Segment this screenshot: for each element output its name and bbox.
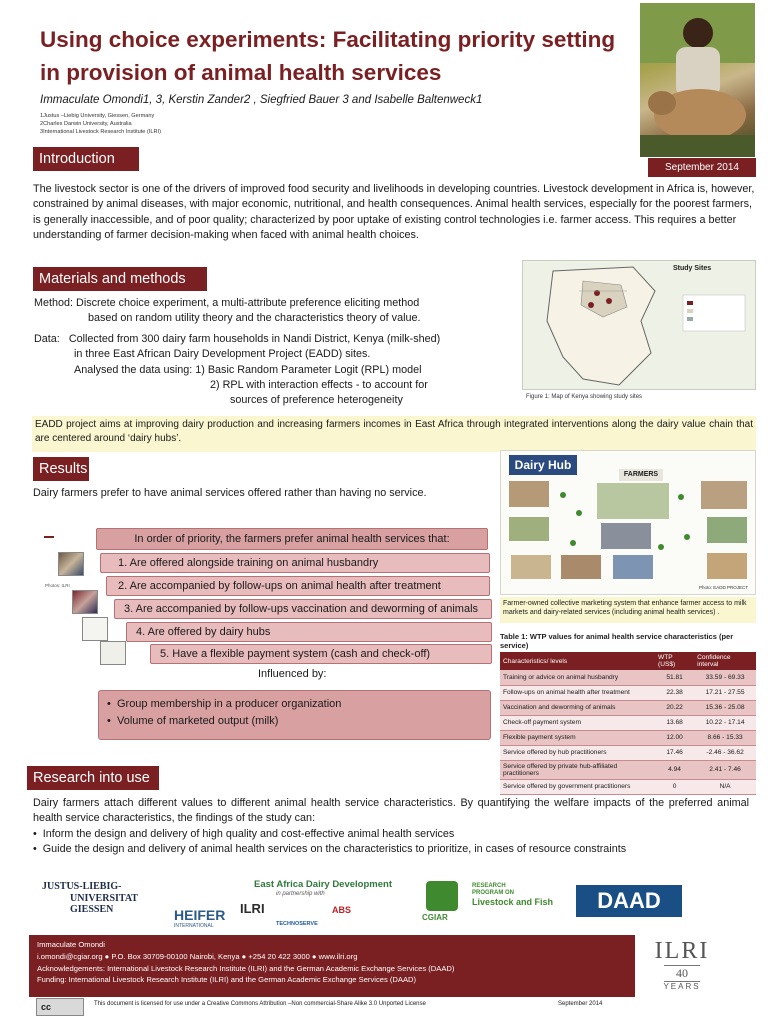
research-bullet-1: • Inform the design and delivery of high quality and cost-effective animal health services bbox=[33, 828, 455, 840]
hub-illustration bbox=[501, 451, 756, 595]
method-label: Method: bbox=[34, 297, 74, 309]
table-row: Follow-ups on animal health after treatment 22.38 17.21 - 27.55 bbox=[500, 685, 756, 700]
license-bar bbox=[36, 998, 656, 1018]
cgiar-leaf-icon bbox=[426, 881, 458, 911]
hub-title: Dairy Hub bbox=[509, 455, 577, 475]
dairy-hub-diagram bbox=[500, 450, 756, 595]
method-line2: based on random utility theory and the characteristics theory of value. bbox=[88, 312, 421, 325]
affiliation-2: 2Charles Darwin University, Australia bbox=[40, 121, 132, 128]
influence-1: • Group membership in a producer organization bbox=[107, 698, 342, 710]
table-row: Service offered by private hub-affiliated practitioners 4.94 2.41 - 7.46 bbox=[500, 760, 756, 779]
cgiar-logo: CGIAR bbox=[422, 913, 448, 922]
wtp-header-row bbox=[500, 652, 756, 670]
method-line1: Discrete choice experiment, a multi-attribute preference eliciting method bbox=[76, 297, 420, 309]
table-row: Check-off payment system 13.68 10.22 - 17.14 bbox=[500, 715, 756, 730]
data-label: Data: bbox=[34, 333, 60, 345]
table-row: Flexible payment system 12.00 8.66 - 15.33 bbox=[500, 730, 756, 745]
jlu-logo: JUSTUS-LIEBIG- UNIVERSITAT GIESSEN bbox=[42, 881, 138, 915]
ilri-small-logo: ILRI bbox=[240, 901, 265, 916]
authors: Immaculate Omondi1, 3, Kerstin Zander2 , Siegfried Bauer 3 and Isabelle Baltenweck1 bbox=[40, 94, 483, 106]
table-row: Service offered by hub practitioners 17.46 -2.46 - 36.62 bbox=[500, 745, 756, 760]
partner-logos bbox=[38, 877, 756, 937]
results-intro: Dairy farmers prefer to have animal services offered rather than having no service. bbox=[33, 487, 427, 499]
footer-funding: Funding: International Livestock Research Institute (ILRI) and the German Academic Exchange Services (DAAD) bbox=[37, 975, 417, 985]
ilri-foot-forty: 40 bbox=[664, 965, 700, 982]
hero-photo-farmer-with-cow bbox=[640, 3, 755, 157]
method-block bbox=[34, 296, 504, 327]
map-caption: Figure 1: Map of Kenya showing study sites bbox=[526, 394, 643, 400]
wtp-header-characteristic: Characteristics/ levels bbox=[500, 652, 655, 670]
affiliation-3: 3International Livestock Research Institute (ILRI) bbox=[40, 129, 161, 136]
data-line2: in three East African Dairy Development Project (EADD) sites. bbox=[74, 348, 371, 361]
livestock-fish-logo: RESEARCH PROGRAM ON Livestock and Fish bbox=[472, 883, 554, 908]
research-heading: Research into use bbox=[27, 766, 159, 790]
hub-photo-credit: Photo: EADD PROJECT bbox=[699, 585, 749, 590]
data-block bbox=[34, 332, 504, 409]
ilri-40-years-logo bbox=[652, 938, 712, 991]
photo-thumb-vaccination bbox=[82, 617, 108, 641]
wtp-header-wtp: WTP (US$) bbox=[655, 652, 694, 670]
photo-credit: Photos: ILRI bbox=[45, 583, 70, 588]
hero-photo-illustration bbox=[640, 3, 755, 157]
priority-1: 1. Are offered alongside training on animal husbandry bbox=[100, 553, 490, 573]
affiliation-1: 1Justus –Liebig University, Giessen, Germany bbox=[40, 113, 155, 119]
influenced-label: Influenced by: bbox=[258, 668, 327, 680]
wtp-table-block bbox=[500, 632, 756, 795]
hub-farmers-label: FARMERS bbox=[619, 469, 663, 481]
wtp-table-title: Table 1: WTP values for animal health service characteristics (per service) bbox=[500, 632, 734, 650]
kenya-study-sites-map bbox=[522, 260, 756, 390]
cc-license-icon: cc bbox=[36, 998, 84, 1016]
footer-contact: i.omondi@cgiar.org ● P.O. Box 30709-00100 Nairobi, Kenya ● +254 20 422 3000 ● www.ilri.org bbox=[37, 951, 358, 961]
footer-ack: Acknowledgements: International Livestock Research Institute (ILRI) and the German Academic Exchange Services (DAAD) bbox=[37, 963, 455, 973]
ilri-foot-years: YEARS bbox=[663, 982, 701, 991]
photo-thumb-hub bbox=[100, 641, 126, 665]
research-bullet-2: • Guide the design and delivery of animal health services on the characteristics to prioritize, in cases of resource constraints bbox=[33, 843, 627, 856]
footer-contact-band bbox=[29, 935, 635, 997]
introduction-text: The livestock sector is one of the drivers of improved food security and livelihoods in developing countries. Livestock development in Africa is, however, constrained by animal diseases, with major economic, nutritional, and health consequences. Animal health services, especially for the poorest farmers, is generally inaccessible, and of poor quality; characterized by poor uptake of existing control technologies i.e. farmer access. This requires a better understanding of farmer decision-making when faced with animal health choices. bbox=[33, 183, 755, 241]
abs-logo: ABS bbox=[332, 905, 352, 915]
priority-4: 4. Are offered by dairy hubs bbox=[126, 622, 492, 642]
license-text: This document is licensed for use under a Creative Commons Attribution –Non commercial-Share Alike 3.0 Unported License bbox=[94, 1001, 426, 1007]
table-row: Training or advice on animal husbandry 51.81 33.59 - 69.33 bbox=[500, 670, 756, 685]
table-row: Service offered by government practitioners 0 N/A bbox=[500, 779, 756, 794]
wtp-table bbox=[500, 652, 756, 795]
methods-heading: Materials and methods bbox=[33, 267, 207, 291]
influence-2: • Volume of marketed output (milk) bbox=[107, 715, 279, 728]
influences-box bbox=[98, 690, 491, 740]
priority-5: 5. Have a flexible payment system (cash and check-off) bbox=[150, 644, 492, 664]
map-illustration bbox=[523, 261, 757, 391]
footer-name: Immaculate Omondi bbox=[37, 940, 105, 949]
wtp-header-ci: Confidence interval bbox=[694, 652, 756, 670]
date-badge: September 2014 bbox=[648, 158, 756, 177]
analysed-line: Analysed the data using: 1) Basic Random Parameter Logit (RPL) model bbox=[74, 363, 422, 376]
research-text: Dairy farmers attach different values to different animal health service characteristics. By quantifying the welfare impacts of the preferred animal health service characteristics, the findings of the study can: bbox=[33, 797, 749, 825]
photo-thumb-training bbox=[58, 552, 84, 576]
ilri-foot-name: ILRI bbox=[654, 938, 710, 964]
license-date: September 2014 bbox=[558, 1001, 603, 1007]
table-row: Vaccination and deworming of animals 20.22 15.36 - 25.08 bbox=[500, 700, 756, 715]
affiliations bbox=[40, 112, 161, 136]
poster-title: Using choice experiments: Facilitating priority setting in provision of animal health services bbox=[40, 27, 616, 85]
rpl-line2: sources of preference heterogeneity bbox=[230, 394, 403, 407]
eadd-logo: East Africa Dairy Development bbox=[254, 879, 392, 890]
priority-3: 3. Are accompanied by follow-ups vaccination and deworming of animals bbox=[114, 599, 492, 619]
introduction-heading: Introduction bbox=[33, 147, 139, 171]
photo-thumb-followup bbox=[72, 590, 98, 614]
heifer-logo: HEIFER INTERNATIONAL bbox=[174, 907, 226, 929]
daad-logo: DAAD bbox=[576, 885, 682, 917]
rpl-line1: 2) RPL with interaction effects - to account for bbox=[210, 378, 428, 391]
eadd-partnership-label: in partnership with bbox=[276, 891, 325, 897]
hub-caption: Farmer-owned collective marketing system that enhance farmer access to milk markets and dairy-related services (including animal health services) . bbox=[500, 597, 756, 623]
data-line1: Collected from 300 dairy farm households in Nandi District, Kenya (milk-shed) bbox=[68, 333, 441, 345]
research-bullets bbox=[33, 827, 749, 858]
map-title: Study Sites bbox=[673, 265, 712, 272]
priority-2: 2. Are accompanied by follow-ups on animal health after treatment bbox=[106, 576, 490, 596]
results-heading: Results bbox=[33, 457, 89, 481]
technoserve-logo: TECHNOSERVE bbox=[276, 921, 318, 927]
dash-marker bbox=[44, 536, 54, 538]
eadd-note: EADD project aims at improving dairy production and increasing farmers incomes in East Africa through integrated interventions along the dairy value chain that are centered around ‘dairy hubs’. bbox=[32, 416, 756, 452]
priority-heading: In order of priority, the farmers prefer animal health services that: bbox=[96, 528, 488, 550]
